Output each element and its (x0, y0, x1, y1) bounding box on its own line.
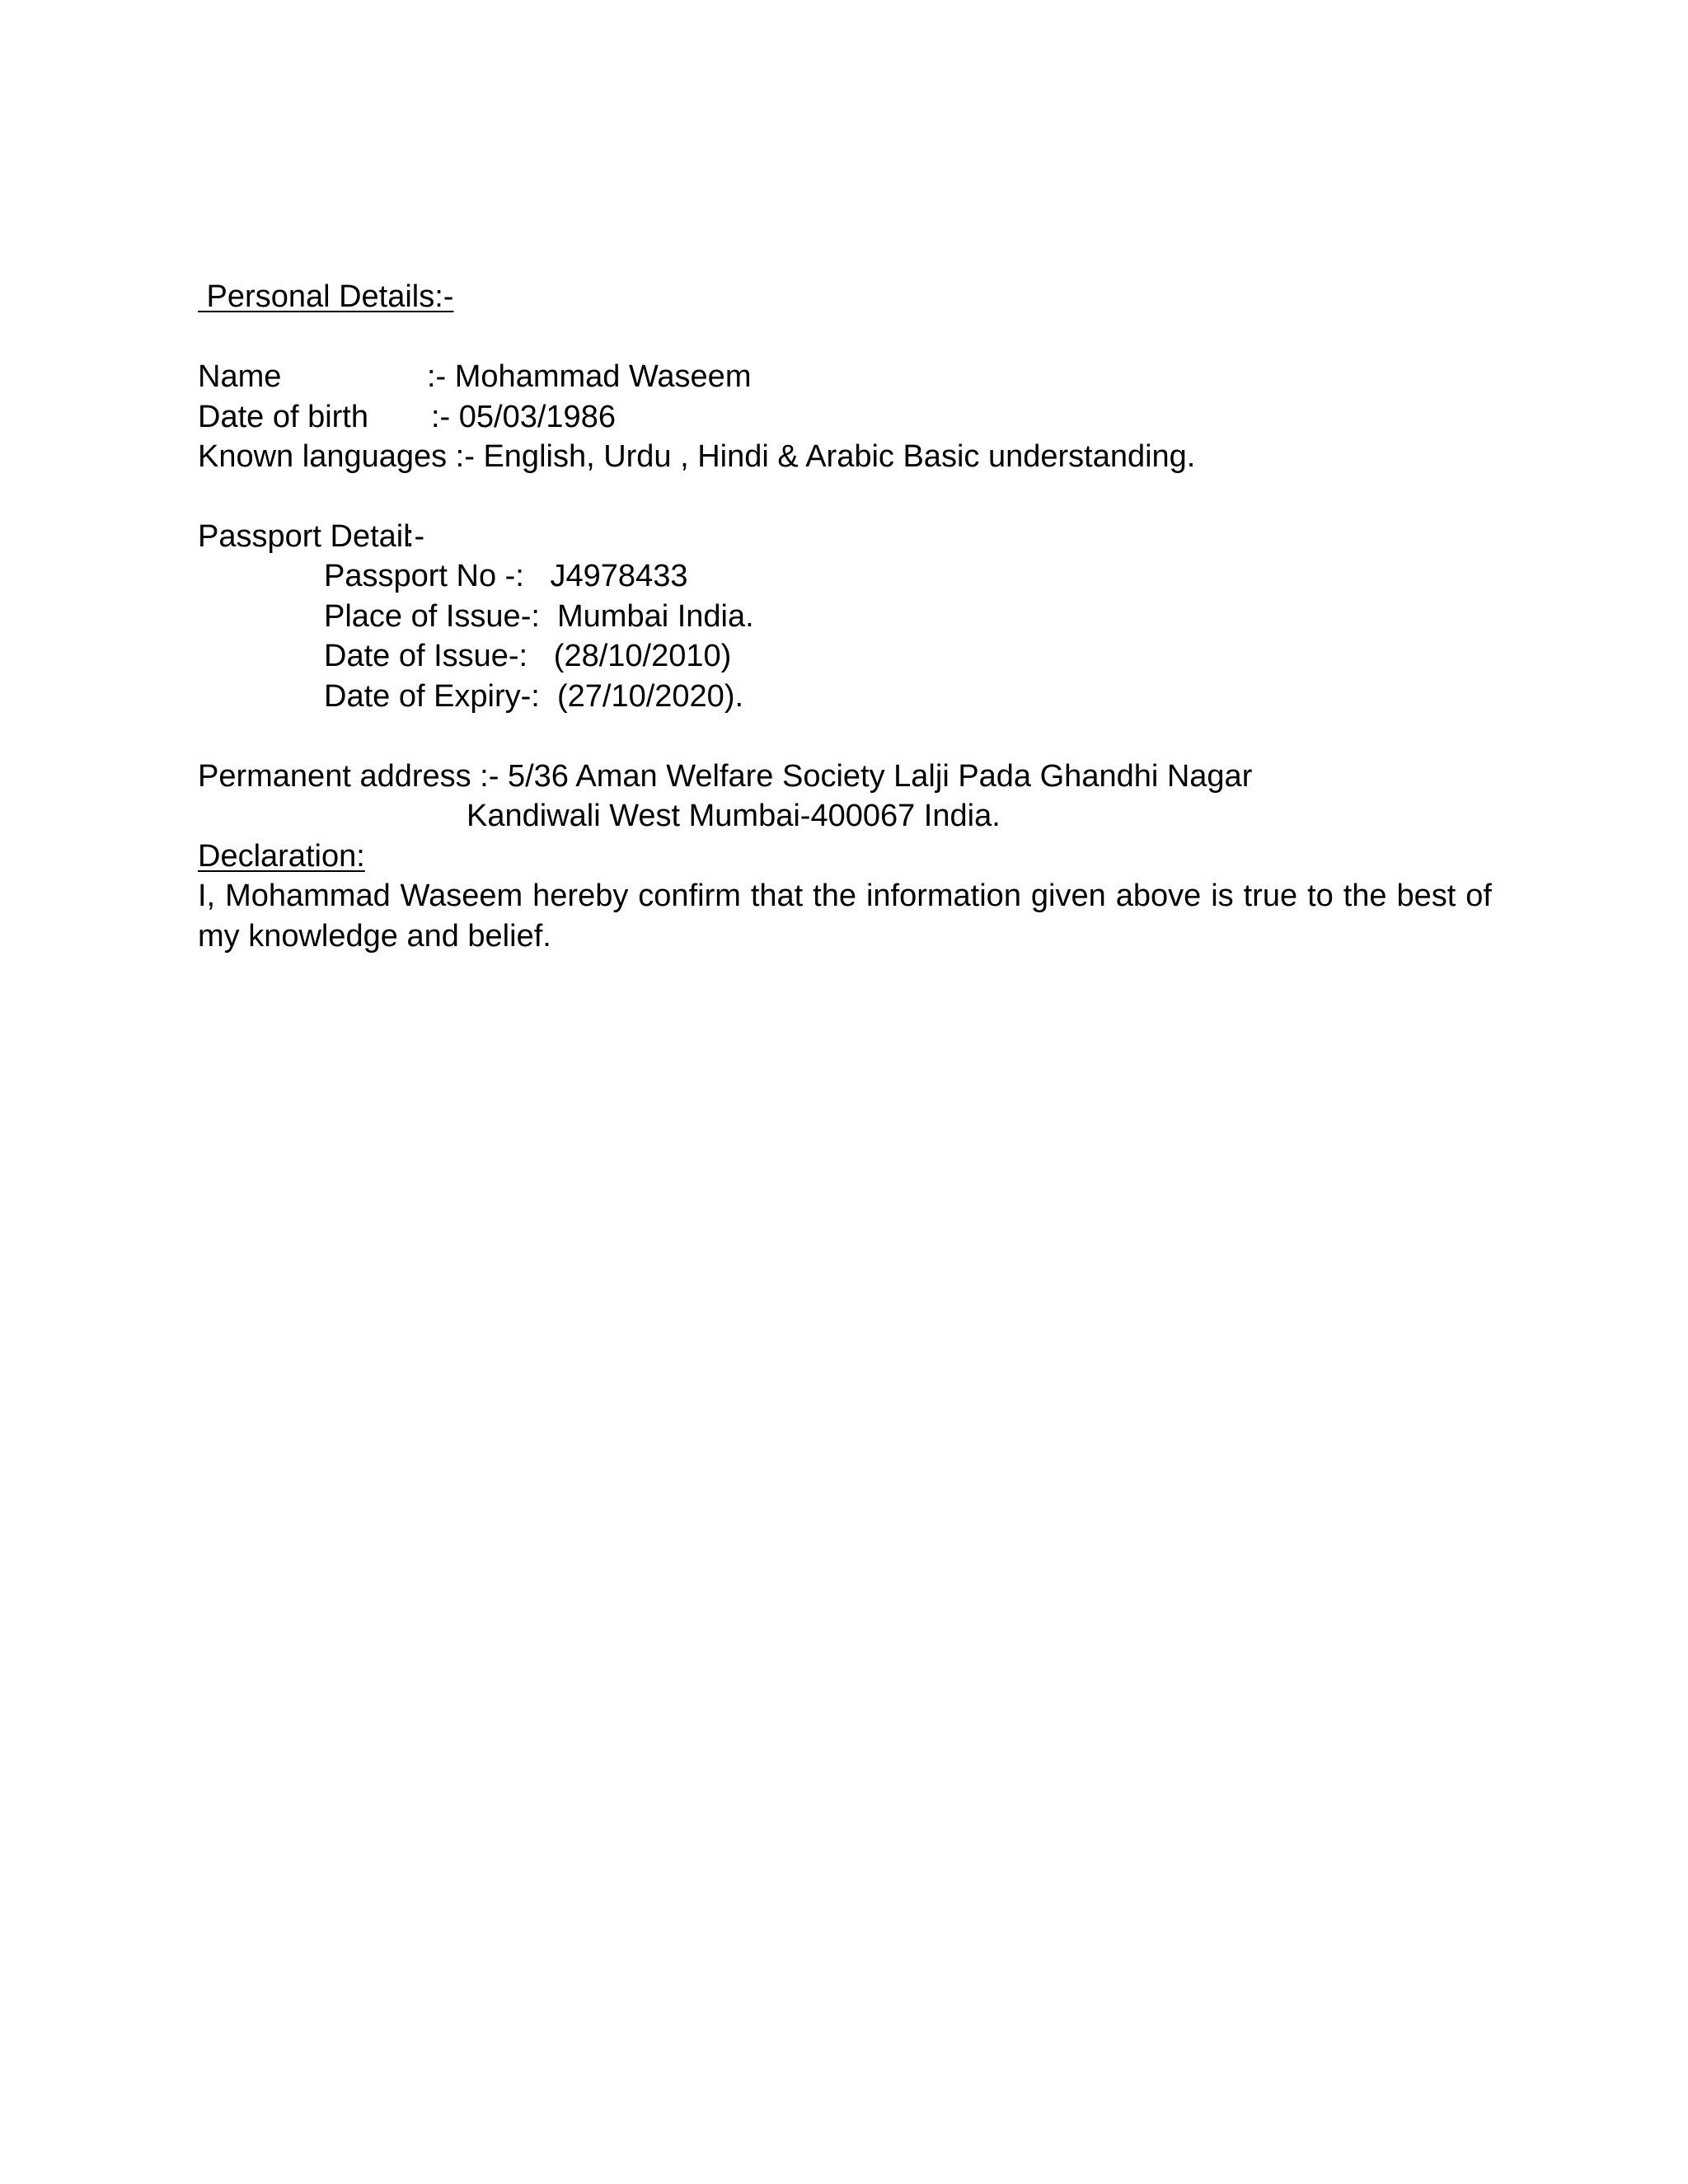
passport-date-of-issue: Date of Issue-: (28/10/2010) (324, 639, 732, 673)
declaration-text: I, Mohammad Waseem hereby confirm that the information given above is true to the best of my knowledge and belief. (198, 879, 1492, 954)
declaration-heading: Declaration: (198, 839, 365, 874)
dob-row (198, 397, 616, 437)
permanent-address-line1: Permanent address :- 5/36 Aman Welfare Society Lalji Pada Ghandhi Nagar (198, 759, 1253, 794)
name-row (198, 357, 751, 396)
permanent-address-line2: Kandiwali West Mumbai-400067 India. (467, 799, 1001, 833)
passport-date-of-expiry: Date of Expiry-: (27/10/2020). (324, 679, 744, 714)
passport-number: Passport No -: J4978433 (324, 559, 688, 593)
name-label: Name (198, 359, 282, 394)
dob-value: :- 05/03/1986 (431, 400, 616, 434)
passport-detail-sep: :- (406, 519, 425, 554)
passport-detail-label: Passport Detail (198, 519, 410, 554)
personal-details-heading: Personal Details:- (198, 279, 454, 314)
passport-place-of-issue: Place of Issue-: Mumbai India. (324, 599, 754, 634)
dob-label: Date of birth (198, 400, 368, 434)
passport-detail-row (198, 517, 424, 556)
name-value: :- Mohammad Waseem (427, 359, 752, 394)
known-languages-row: Known languages :- English, Urdu , Hindi & Arabic Basic understanding. (198, 439, 1196, 474)
